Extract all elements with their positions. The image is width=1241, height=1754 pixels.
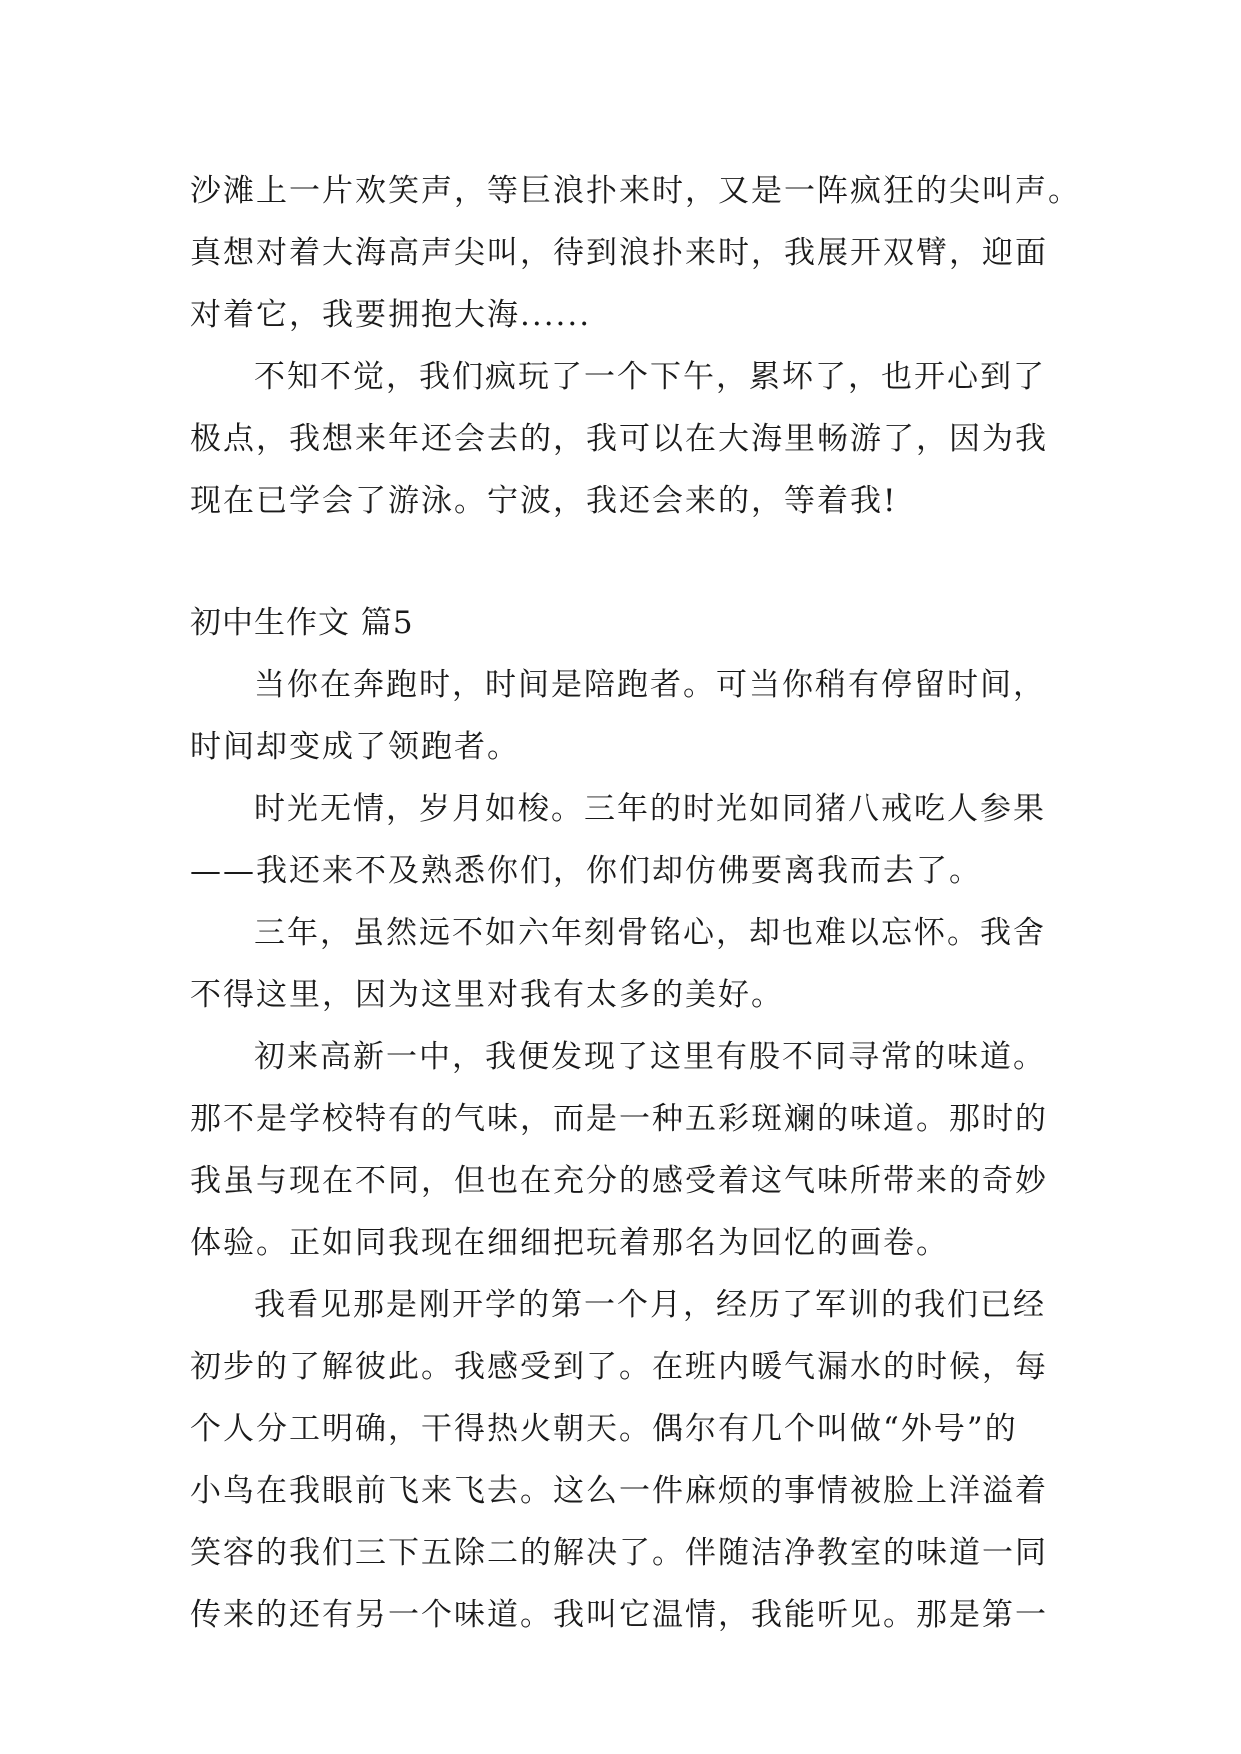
text-line: 我虽与现在不同，但也在充分的感受着这气味所带来的奇妙 bbox=[190, 1163, 1048, 1199]
text-line: 极点，我想来年还会去的，我可以在大海里畅游了，因为我 bbox=[190, 421, 1048, 457]
section-heading: 初中生作文 篇5 bbox=[190, 605, 414, 641]
section-gap bbox=[190, 532, 1070, 592]
text-line: 个人分工明确，干得热火朝天。偶尔有几个叫做“外号”的 bbox=[190, 1411, 1018, 1447]
paragraph-first-line: 时光无情，岁月如梭。三年的时光如同猪八戒吃人参果 bbox=[254, 791, 1046, 827]
paragraph-first-line: 我看见那是刚开学的第一个月，经历了军训的我们已经 bbox=[254, 1287, 1046, 1323]
paragraph-first-line: 三年，虽然远不如六年刻骨铭心，却也难以忘怀。我舍 bbox=[254, 915, 1046, 951]
paragraph-first-line: 当你在奔跑时，时间是陪跑者。可当你稍有停留时间， bbox=[254, 667, 1046, 703]
text-line: 沙滩上一片欢笑声，等巨浪扑来时，又是一阵疯狂的尖叫声。 bbox=[190, 173, 1081, 209]
text-line: 体验。正如同我现在细细把玩着那名为回忆的画卷。 bbox=[190, 1225, 949, 1261]
paragraph-first-line: 初来高新一中，我便发现了这里有股不同寻常的味道。 bbox=[254, 1039, 1046, 1075]
text-line: 笑容的我们三下五除二的解决了。伴随洁净教室的味道一同 bbox=[190, 1535, 1048, 1571]
text-line: 那不是学校特有的气味，而是一种五彩斑斓的味道。那时的 bbox=[190, 1101, 1048, 1137]
text-line: 时间却变成了领跑者。 bbox=[190, 729, 520, 765]
text-line: ——我还来不及熟悉你们，你们却仿佛要离我而去了。 bbox=[190, 853, 982, 889]
text-line: 小鸟在我眼前飞来飞去。这么一件麻烦的事情被脸上洋溢着 bbox=[190, 1473, 1048, 1509]
paragraph-first-line: 不知不觉，我们疯玩了一个下午，累坏了，也开心到了 bbox=[254, 359, 1046, 395]
text-line: 不得这里，因为这里对我有太多的美好。 bbox=[190, 977, 784, 1013]
essay-text bbox=[190, 160, 1081, 1646]
text-line: 传来的还有另一个味道。我叫它温情，我能听见。那是第一 bbox=[190, 1597, 1048, 1633]
text-line: 对着它，我要拥抱大海...... bbox=[190, 297, 592, 333]
text-line: 初步的了解彼此。我感受到了。在班内暖气漏水的时候，每 bbox=[190, 1349, 1048, 1385]
text-line: 真想对着大海高声尖叫，待到浪扑来时，我展开双臂，迎面 bbox=[190, 235, 1048, 271]
text-line: 现在已学会了游泳。宁波，我还会来的，等着我! bbox=[190, 483, 898, 519]
